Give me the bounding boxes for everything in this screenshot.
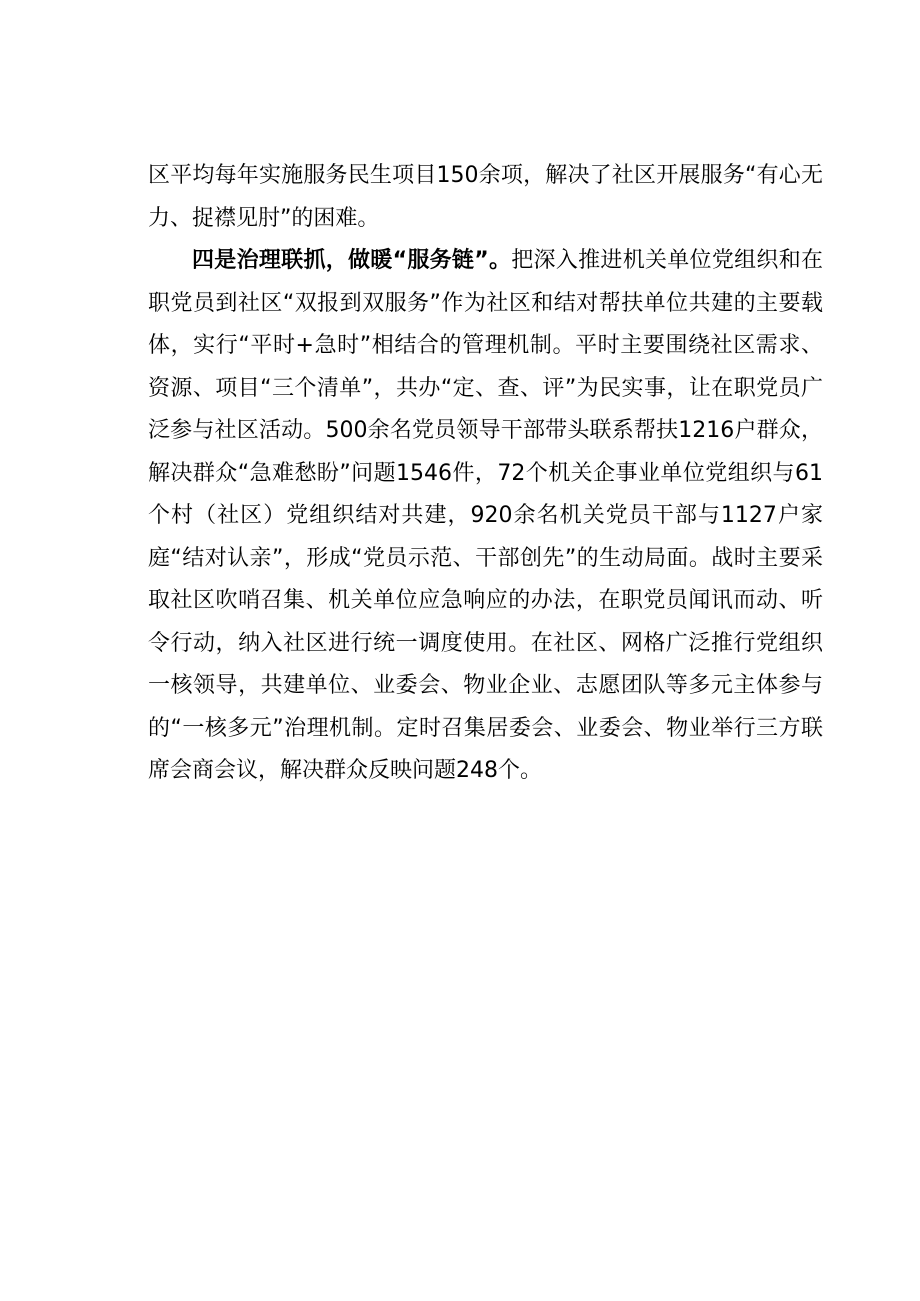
paragraph-body-text: 把深入推进机关单位党组织和在职党员到社区“双报到双服务”作为社区和结对帮扶单位共建的主要载体，实行“平时+急时”相结合的管理机制。平时主要围绕社区需求、资源、项目“三个清单”，共办“定、查、评”为民实事，让在职党员广泛参与社区活动。500余名党员领导干部带头联系帮扶1216户群众，解决群众“急难愁盼”问题1546件，72个机关企事业单位党组织与61个村（社区）党组织结对共建，920余名机关党员干部与1127户家庭“结对认亲”，形成“党员示范、干部创先”的生动局面。战时主要采取社区吹哨召集、机关单位应急响应的办法，在职党员闻讯而动、听令行动，纳入社区进行统一调度使用。在社区、网格广泛推行党组织一核领导，共建单位、业委会、物业企业、志愿团队等多元主体参与的“一核多元”治理机制。定时召集居委会、业委会、物业举行三方联席会商会议，解决群众反映问题248个。 bbox=[148, 248, 823, 783]
paragraph-governance bbox=[148, 240, 823, 793]
document-body bbox=[148, 155, 823, 793]
paragraph-continuation: 区平均每年实施服务民生项目150余项，解决了社区开展服务“有心无力、捉襟见肘”的困难。 bbox=[148, 163, 823, 231]
paragraph-lead-heading: 四是治理联抓，做暖“服务链”。 bbox=[192, 248, 512, 273]
